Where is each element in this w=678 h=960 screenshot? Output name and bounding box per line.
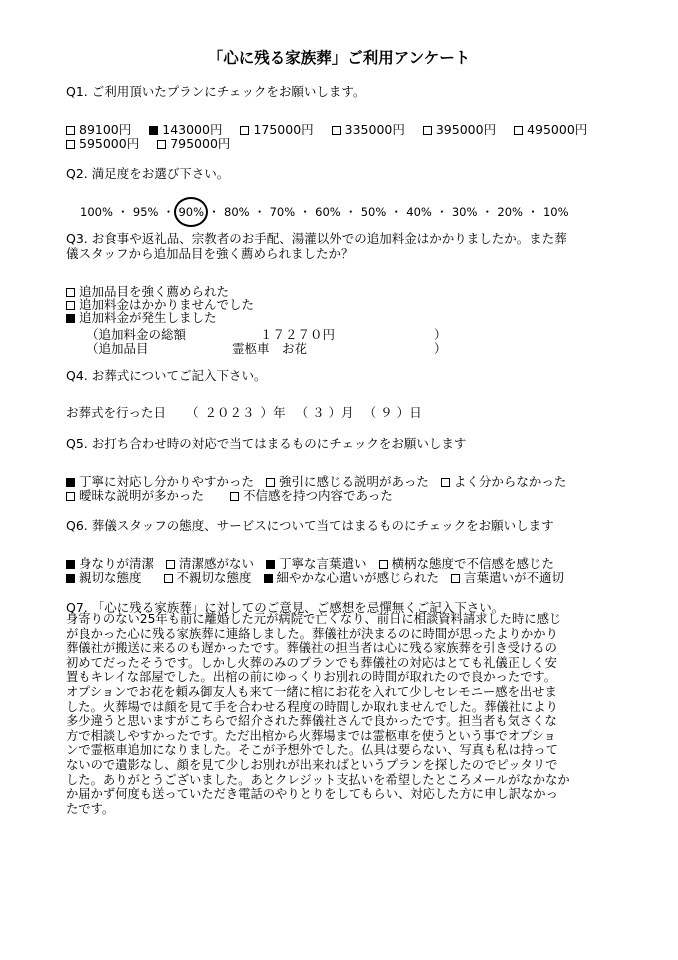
separator: ・	[344, 205, 357, 219]
selection-circle	[174, 197, 208, 227]
separator: ・	[436, 205, 448, 219]
checkbox[interactable]	[164, 574, 173, 583]
plan-option-143000[interactable]: 143000円	[149, 123, 222, 137]
additional-items-value: 霊柩車 お花	[232, 341, 308, 356]
q4-question: Q4. お葬式についてご記入下さい。	[66, 368, 267, 383]
comment-line: した。火葬場では顔を見て手を合わせる程度の時間しか取れませんでした。葬儀社により	[66, 699, 558, 714]
q6-options-row2	[66, 571, 564, 585]
q5-option-unclear[interactable]: よく分からなかった	[441, 475, 567, 489]
comment-line: ンで霊柩車追加になりました。そこが予想外でした。仏具は要らない、写真も私は持って	[66, 743, 558, 758]
paren-close: ）	[434, 341, 447, 356]
paren-close: ）	[260, 405, 274, 420]
checkbox[interactable]	[66, 140, 75, 149]
checkbox[interactable]	[441, 478, 450, 487]
separator: ・	[299, 205, 311, 219]
q3-option-recommended[interactable]: 追加品目を強く薦められた	[66, 285, 229, 299]
checkbox[interactable]	[230, 492, 239, 501]
q1-options-row1	[66, 123, 601, 137]
comment-line: ないので遺影なし、顔を見て少しお別れが出来ればというプランを探したのでピッタリで	[66, 757, 558, 772]
q5-question: Q5. お打ち合わせ時の対応で当てはまるものにチェックをお願いします	[66, 436, 467, 451]
separator: ・	[117, 205, 129, 219]
checkbox-checked[interactable]	[264, 574, 273, 583]
checkbox-checked[interactable]	[66, 314, 75, 323]
satisfaction-50[interactable]: 50%	[360, 205, 387, 219]
comment-line: 初めてだったそうです。しかし火葬のみのプランでも葬儀社の対応はとても礼儀正しく安	[66, 655, 557, 670]
separator: ・	[481, 205, 494, 219]
comment-line: か届かず何度も送っていただき電話のやりとりをしてもらい、対応した方に申し訳なかっ	[66, 787, 558, 802]
q3-question-line2: 儀スタッフから追加品目を強く薦められましたか？	[66, 246, 354, 261]
checkbox[interactable]	[266, 478, 275, 487]
checkbox[interactable]	[379, 560, 388, 569]
comment-line: 方で相談しやすかったです。ただ出棺から火葬場までは霊柩車を使うという事でオプショ	[66, 728, 556, 743]
year-unit: 年	[273, 405, 286, 420]
survey-title: 「心に残る家族葬」ご利用アンケート	[207, 49, 471, 67]
q6-option-attentive[interactable]: 細やかな心遣いが感じられた	[264, 571, 440, 585]
month-unit: 月	[341, 405, 354, 420]
satisfaction-80[interactable]: 80%	[224, 205, 250, 219]
q1-question: Q1. ご利用頂いたプランにチェックをお願いします。	[66, 84, 366, 99]
q6-option-arrogant[interactable]: 横柄な態度で不信感を感じた	[379, 557, 555, 571]
plan-option-175000[interactable]: 175000円	[240, 123, 313, 137]
separator: ・	[253, 205, 266, 219]
q7-question: Q7. 「心に残る家族葬」に対してのご意見、ご感想を忌憚無くご記入下さい。	[66, 600, 505, 615]
comment-line: オプションでお花を頼み御友人も来て一緒に棺にお花を入れて少しセレモニー感を出せま	[66, 684, 557, 699]
q6-question: Q6. 葬儀スタッフの態度、サービスについて当てはまるものにチェックをお願いします	[66, 518, 554, 533]
separator: ・	[527, 205, 539, 219]
satisfaction-60[interactable]: 60%	[315, 205, 341, 219]
satisfaction-90-selected[interactable]: 90%	[178, 205, 205, 219]
comment-line: が良かった心に残る家族葬に連絡しました。葬儀社が決まるのに時間が思ったよりかかり	[66, 626, 558, 641]
comment-line: 葬儀社が搬送に来るのも遅かったです。葬儀社の担当者は心に残る家族葬を引き受けるの	[66, 641, 557, 656]
checkbox-checked[interactable]	[266, 560, 275, 569]
comment-line: 置もキレイな部屋でした。出棺の前にゆっくりお別れの時間が取れたので良かったです。	[66, 670, 557, 685]
q3-question-line1: Q3. お食事や返礼品、宗教者のお手配、湯灌以外での追加料金はかかりましたか。また葬	[66, 231, 567, 246]
separator: ・	[162, 205, 175, 219]
q6-option-clean[interactable]: 身なりが清潔	[66, 557, 154, 571]
satisfaction-30[interactable]: 30%	[451, 205, 478, 219]
checkbox[interactable]	[66, 301, 75, 310]
q5-options-row2	[66, 489, 407, 503]
paren-close: ）	[396, 405, 410, 420]
checkbox[interactable]	[66, 492, 75, 501]
checkbox[interactable]	[514, 126, 523, 135]
checkbox-checked[interactable]	[66, 478, 75, 487]
q3-option-no-charge[interactable]: 追加料金はかかりませんでした	[66, 298, 254, 312]
checkbox[interactable]	[332, 126, 341, 135]
q5-options-row1	[66, 475, 566, 489]
funeral-day[interactable]: ９	[380, 405, 393, 420]
checkbox[interactable]	[66, 126, 75, 135]
separator: ・	[390, 205, 403, 219]
q6-options-row1	[66, 557, 554, 571]
checkbox[interactable]	[451, 574, 460, 583]
checkbox-checked[interactable]	[149, 126, 158, 135]
q6-option-rude-words[interactable]: 言葉遣いが不適切	[451, 571, 564, 585]
q6-option-unclean[interactable]: 清潔感がない	[166, 557, 254, 571]
q5-option-clear[interactable]: 丁寧に対応し分かりやすかった	[66, 475, 254, 489]
plan-option-335000[interactable]: 335000円	[332, 123, 405, 137]
q6-option-kind[interactable]: 親切な態度	[66, 571, 142, 585]
satisfaction-scale	[80, 204, 569, 220]
day-unit: 日	[409, 405, 422, 420]
q7-comment-text	[66, 612, 618, 816]
satisfaction-100[interactable]: 100%	[80, 205, 113, 219]
plan-option-395000[interactable]: 395000円	[423, 123, 496, 137]
paren-close: ）	[434, 327, 447, 342]
q1-options-row2	[66, 137, 244, 151]
comment-line: した。ありがとうございました。あとクレジット支払いを希望したところメールがなかなか	[66, 772, 570, 787]
plan-option-89100[interactable]: 89100円	[66, 123, 131, 137]
additional-total-label: （追加料金の総額	[86, 327, 187, 342]
satisfaction-10[interactable]: 10%	[542, 205, 569, 219]
plan-option-495000[interactable]: 495000円	[514, 123, 587, 137]
separator: ・	[208, 205, 220, 219]
checkbox[interactable]	[157, 140, 166, 149]
q6-option-unkind[interactable]: 不親切な態度	[164, 571, 252, 585]
checkbox[interactable]	[166, 560, 175, 569]
additional-items-label: （追加品目	[86, 341, 149, 356]
funeral-date-line	[66, 406, 422, 420]
plan-option-795000[interactable]: 795000円	[157, 137, 230, 151]
q5-option-vague[interactable]: 曖昧な説明が多かった	[66, 489, 204, 503]
paren-open: （	[186, 405, 199, 420]
satisfaction-40[interactable]: 40%	[406, 205, 432, 219]
q5-option-distrust[interactable]: 不信感を持つ内容であった	[230, 489, 393, 503]
checkbox-checked[interactable]	[66, 574, 75, 583]
plan-option-595000[interactable]: 595000円	[66, 137, 139, 151]
satisfaction-20[interactable]: 20%	[497, 205, 523, 219]
funeral-year[interactable]: ２０２３	[204, 405, 255, 420]
checkbox[interactable]	[240, 126, 249, 135]
comment-line: 多少違うと思いますがこちらで紹介された葬儀社さんで良かったです。担当者も気さくな	[66, 714, 557, 729]
comment-line: たです。	[66, 801, 115, 816]
checkbox[interactable]	[423, 126, 432, 135]
satisfaction-70[interactable]: 70%	[269, 205, 296, 219]
q6-option-polite[interactable]: 丁寧な言葉遣い	[266, 557, 367, 571]
q2-question: Q2. 満足度をお選び下さい。	[66, 166, 230, 181]
q5-option-forceful[interactable]: 強引に感じる説明があった	[266, 475, 429, 489]
funeral-month[interactable]: ３	[312, 405, 325, 420]
paren-open: （	[295, 405, 309, 420]
funeral-date-label: お葬式を行った日	[66, 405, 167, 420]
paren-open: （	[363, 405, 377, 420]
q3-option-charge[interactable]: 追加料金が発生しました	[66, 311, 217, 325]
additional-total-value: １７２７０円	[260, 327, 336, 342]
checkbox[interactable]	[66, 288, 75, 297]
comment-line: 身寄りのない25年も前に離婚した元が病院で亡くなり、前日に相談資料請求した時に感じ	[66, 612, 562, 626]
satisfaction-95[interactable]: 95%	[132, 205, 159, 219]
paren-close: ）	[328, 405, 342, 420]
checkbox-checked[interactable]	[66, 560, 75, 569]
